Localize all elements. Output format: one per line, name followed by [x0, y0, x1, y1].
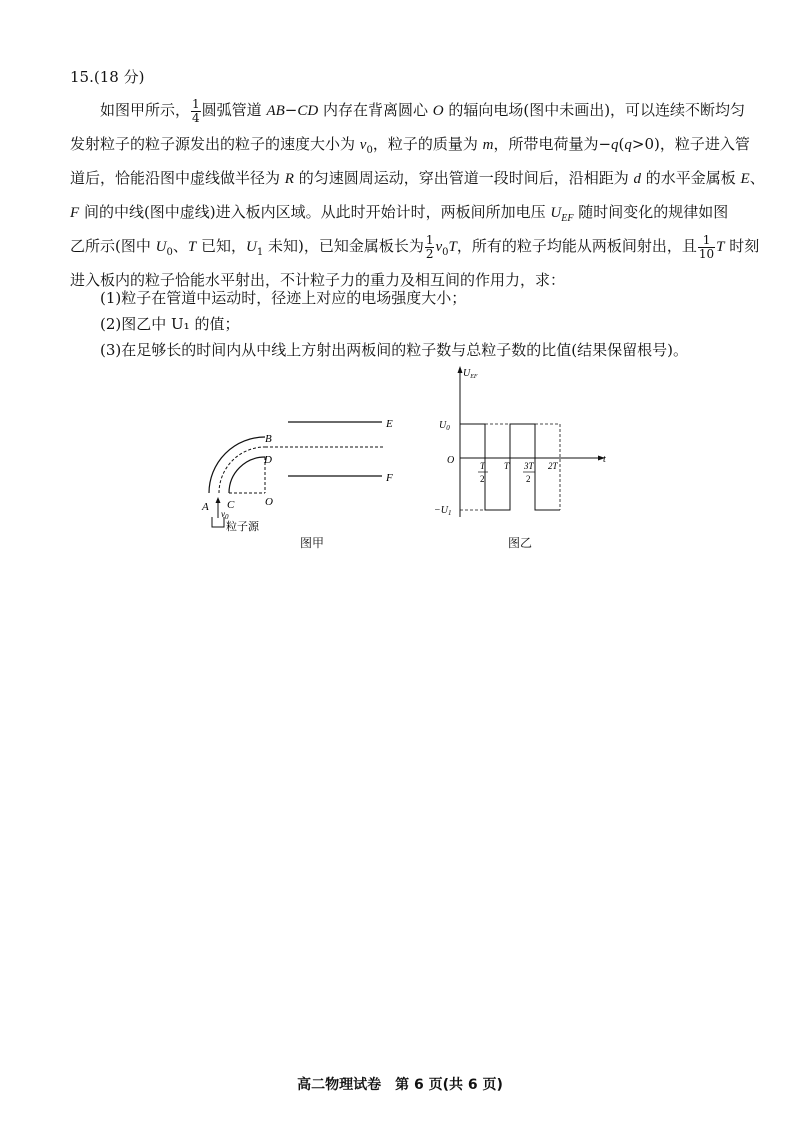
tick-3t-half-den: 2 — [526, 474, 531, 484]
label-o: O — [265, 496, 273, 508]
figure-a-diagram — [190, 400, 420, 550]
label-a: A — [202, 501, 209, 513]
stem-line-5: 乙所示(图中 $U_0$、T 已知，$U_1$ 未知)，已知金属板长为 $\frac{1}{2}$ $v_0T$，所有的粒子均能从两板间射出，且 $\frac{1}{10}$ T 时刻 — [70, 232, 760, 261]
question-stem — [70, 93, 765, 297]
label-d: D — [264, 454, 272, 466]
tube-outer-arc — [209, 437, 265, 493]
label-v0: $v_0$ — [221, 509, 229, 521]
page-footer: 高二物理试卷 第 6 页(共 6 页) — [297, 1077, 503, 1093]
tick-t-half-num: T — [480, 461, 486, 471]
label-b: B — [265, 433, 272, 445]
tick-t: T — [504, 461, 510, 471]
stem-line-4: F 间的中线(图中虚线)进入板内区域。从此时开始计时，两板间所加电压 $U_{EF}$ 随时间变化的规律如图 — [70, 203, 729, 224]
particle-source-label: 粒子源 — [226, 521, 259, 533]
stem-line-1: 如图甲所示， $\frac{1}{4}$ 圆弧管道 AB−CD 内存在背离圆心 O 的辐向电场(图中未画出)，可以连续不断均匀 — [100, 96, 746, 125]
y-axis-arrow — [458, 366, 463, 373]
fraction-one-quarter: $\frac{1}{4}$ — [192, 96, 200, 125]
u0-label: $U_0$ — [439, 420, 450, 432]
x-axis-label: t — [603, 454, 606, 465]
figure-a-caption: 图甲 — [300, 536, 325, 550]
label-c: C — [227, 499, 235, 511]
stem-line-2: 发射粒子的粒子源发出的粒子的速度大小为 $v_0$，粒子的质量为 m，所带电荷量为−q(q>0)，粒子进入管 — [70, 135, 750, 156]
stem-line-3: 道后，恰能沿图中虚线做半径为 R 的匀速圆周运动，穿出管道一段时间后，沿相距为 d 的水平金属板 E、 — [70, 169, 765, 187]
question-number: 15. — [70, 68, 94, 86]
tick-t-half-den: 2 — [480, 474, 485, 484]
tube-inner-arc — [229, 457, 265, 493]
fraction-one-half: $\frac{1}{2}$ — [425, 232, 434, 261]
label-f: F — [386, 472, 393, 484]
tick-3t-half-num: 3T — [524, 461, 534, 471]
velocity-arrow-head — [216, 497, 221, 503]
particle-path-arc — [219, 447, 265, 493]
stem-line-6: 进入板内的粒子恰能水平射出，不计粒子力的重力及相互间的作用力，求： — [70, 271, 566, 289]
sub-question-2: (2)图乙中 U₁ 的值； — [100, 315, 240, 333]
figure-b-chart — [425, 362, 610, 522]
u1-label: $-U_1$ — [434, 505, 452, 517]
tick-2t: 2T — [548, 461, 558, 471]
y-axis-label: $U_{EF}$ — [463, 368, 478, 380]
question-points: (18 分) — [93, 68, 145, 86]
question-header — [70, 66, 144, 87]
origin-label: O — [447, 455, 455, 466]
figure-b-caption: 图乙 — [508, 536, 533, 550]
fraction-one-tenth: $\frac{1}{10}$ — [698, 232, 715, 261]
label-e: E — [386, 418, 393, 430]
sub-question-3: (3)在足够长的时间内从中线上方射出两板间的粒子数与总粒子数的比值(结果保留根号)。 — [100, 341, 688, 359]
sub-question-1: (1)粒子在管道中运动时，径迹上对应的电场强度大小； — [100, 289, 467, 307]
